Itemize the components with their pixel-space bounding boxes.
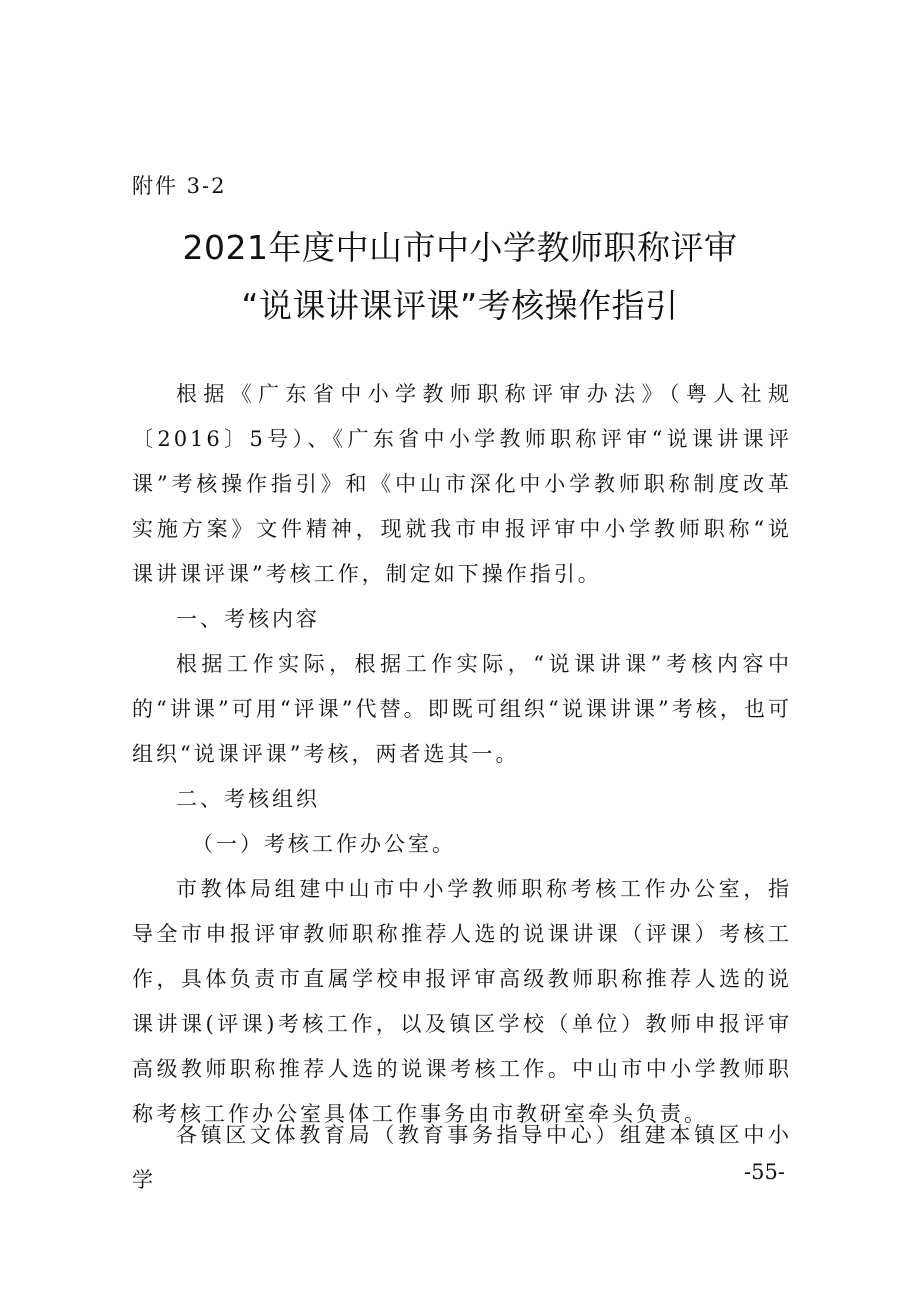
section-2-sub-1-heading: （一）考核工作办公室。: [192, 832, 456, 856]
page-number: -55-: [744, 1160, 785, 1184]
document-body-bottom: [132, 1113, 792, 1203]
document-title-line-2: “说课讲课评课”考核操作指引: [241, 286, 679, 325]
section-2-sub-1-paragraph: 市教体局组建中山市中小学教师职称考核工作办公室，指导全市申报评审教师职称推荐人选的说课讲课（评课）考核工作，具体负责市直属学校申报评审高级教师职称推荐人选的说课讲课(评课)考核工作，以及镇区学校（单位）教师申报评审高级教师职称推荐人选的说课考核工作。中山市中小学教师职称考核工作办公室具体工作事务由市教研室牵头负责。: [132, 877, 792, 1126]
section-2-heading: 二、考核组织: [176, 787, 320, 811]
attachment-label: 附件 3-2: [132, 174, 227, 198]
section-2-sub-1-paragraph-2: 各镇区文体教育局（教育事务指导中心）组建本镇区中小学: [132, 1123, 792, 1192]
document-title-line-1: 2021年度中山市中小学教师职称评审: [182, 228, 738, 267]
section-1-paragraph: 根据工作实际，根据工作实际，“说课讲课”考核内容中的“讲课”可用“评课”代替。即既可组织“说课讲课”考核，也可组织“说课评课”考核，两者选其一。: [132, 652, 792, 766]
section-1-heading: 一、考核内容: [176, 607, 320, 631]
document-body-top: [132, 372, 792, 1137]
intro-paragraph: 根据《广东省中小学教师职称评审办法》（粤人社规〔2016〕5号）、《广东省中小学教师职称评审“说课讲课评课”考核操作指引》和《中山市深化中小学教师职称制度改革实施方案》文件精神，现就我市申报评审中小学教师职称“说课讲课评课”考核工作，制定如下操作指引。: [132, 382, 792, 586]
